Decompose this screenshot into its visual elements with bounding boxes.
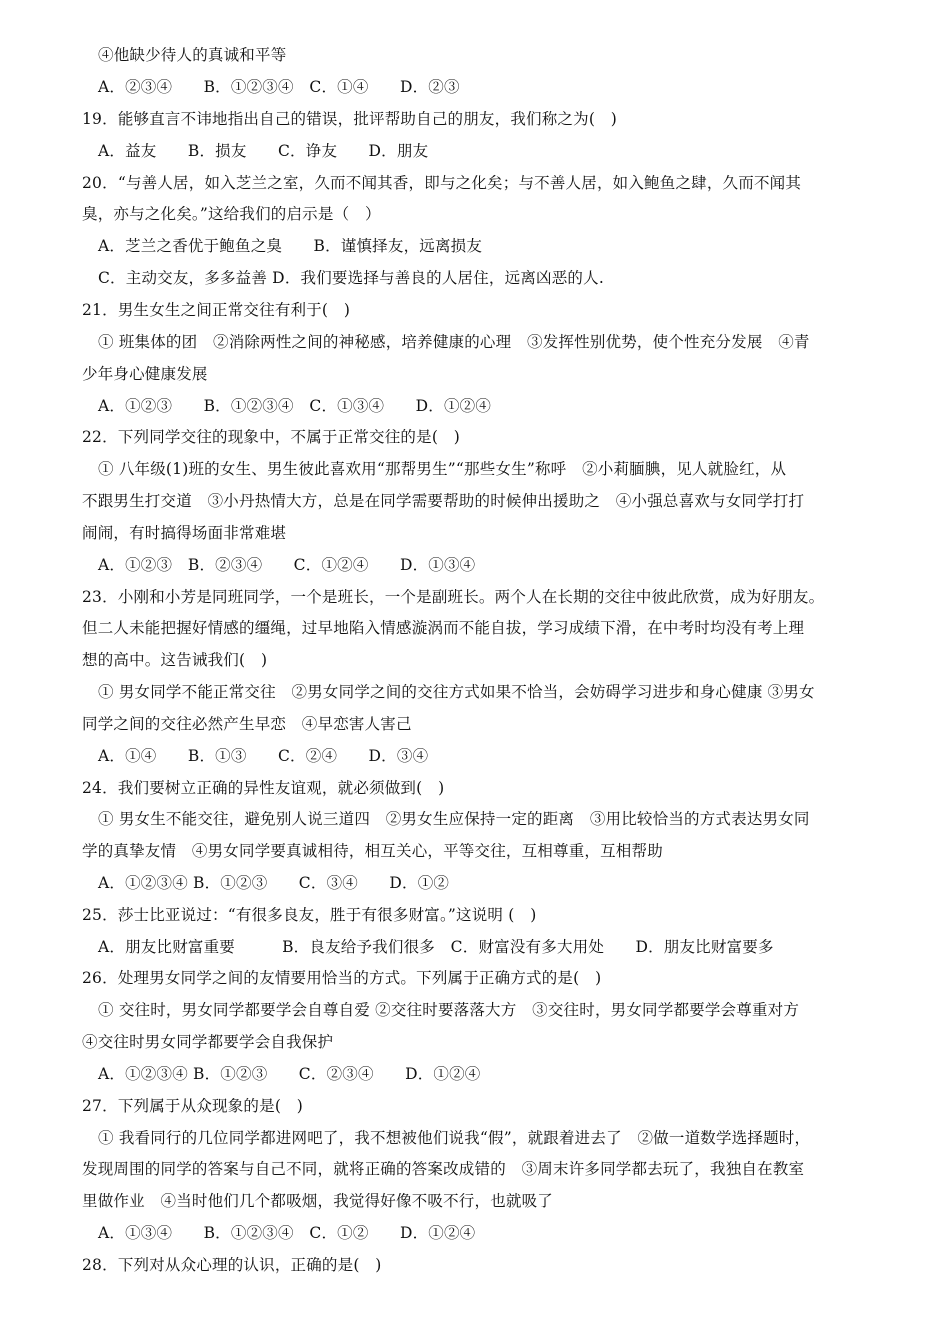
question-19: 19．能够直言不讳地指出自己的错误，批评帮助自己的朋友，我们称之为( ) — [82, 110, 618, 128]
answer-choices: A．朋友比财富重要 B．良友给予我们很多 C．财富没有多大用处 D．朋友比财富要多 — [98, 938, 774, 956]
question-22-items: ① 八年级(1)班的女生、男生彼此喜欢用“那帮男生”“那些女生”称呼 ②小莉腼腆，见人就脸红，从 — [98, 460, 787, 478]
question-26-items-cont: ④交往时男女同学都要学会自我保护 — [82, 1033, 334, 1051]
answer-choices: A．①②③ B．②③④ C．①②④ D．①③④ — [98, 556, 476, 574]
question-23-items: ① 男女同学不能正常交往 ②男女同学之间的交往方式如果不恰当，会妨碍学习进步和身心健康 ③男女 — [98, 683, 815, 701]
question-22-items-cont: 闹闹，有时搞得场面非常难堪 — [82, 524, 287, 542]
question-23-cont: 想的高中。这告诫我们( ) — [82, 651, 268, 669]
answer-choices: A．①②③ B．①②③④ C．①③④ D．①②④ — [98, 397, 492, 415]
question-22: 22．下列同学交往的现象中，不属于正常交往的是( ) — [82, 428, 461, 446]
question-21-items-cont: 少年身心健康发展 — [82, 365, 208, 383]
option-line: ④他缺少待人的真诚和平等 — [98, 46, 287, 64]
question-20: 20．“与善人居，如入芝兰之室，久而不闻其香，即与之化矣；与不善人居，如入鲍鱼之肆，久而不闻其 — [82, 174, 802, 192]
answer-choices: A．①②③④ B．①②③ C．③④ D．①② — [98, 874, 450, 892]
question-20-cont: 臭，亦与之化矣。”这给我们的启示是（ ） — [82, 205, 381, 223]
question-25: 25．莎士比亚说过：“有很多良友，胜于有很多财富。”这说明 ( ) — [82, 906, 537, 924]
answer-choices: A．①②③④ B．①②③ C．②③④ D．①②④ — [98, 1065, 481, 1083]
question-27: 27．下列属于从众现象的是( ) — [82, 1097, 304, 1115]
answer-choices: A．益友 B．损友 C．诤友 D．朋友 — [98, 142, 429, 160]
answer-choices: A．②③④ B．①②③④ C．①④ D．②③ — [98, 78, 460, 96]
question-22-items-cont: 不跟男生打交道 ③小丹热情大方，总是在同学需要帮助的时候伸出援助之 ④小强总喜欢与女同学打打 — [82, 492, 805, 510]
question-27-items-cont: 里做作业 ④当时他们几个都吸烟，我觉得好像不吸不行，也就吸了 — [82, 1192, 554, 1210]
question-26-items: ① 交往时，男女同学都要学会自尊自爱 ②交往时要落落大方 ③交往时，男女同学都要学会尊重对方 — [98, 1001, 800, 1019]
question-21: 21．男生女生之间正常交往有利于( ) — [82, 301, 351, 319]
question-24-items: ① 男女生不能交往，避免别人说三道四 ②男女生应保持一定的距离 ③用比较恰当的方式表达男女同 — [98, 810, 810, 828]
question-27-items-cont: 发现周围的同学的答案与自己不同，就将正确的答案改成错的 ③周末许多同学都去玩了，我独自在教室 — [82, 1160, 805, 1178]
question-24-items-cont: 学的真挚友情 ④男女同学要真诚相待，相互关心，平等交往，互相尊重，互相帮助 — [82, 842, 663, 860]
question-24: 24．我们要树立正确的异性友谊观，就必须做到( ) — [82, 779, 445, 797]
answer-choices: A．①④ B．①③ C．②④ D．③④ — [98, 747, 429, 765]
question-23-items-cont: 同学之间的交往必然产生早恋 ④早恋害人害己 — [82, 715, 412, 733]
answer-choices: C．主动交友，多多益善 D．我们要选择与善良的人居住，远离凶恶的人. — [98, 269, 604, 287]
question-21-items: ① 班集体的团 ②消除两性之间的神秘感，培养健康的心理 ③发挥性别优势，使个性充分发展 ④青 — [98, 333, 810, 351]
question-26: 26．处理男女同学之间的友情要用恰当的方式。下列属于正确方式的是( ) — [82, 969, 602, 987]
question-23-cont: 但二人未能把握好情感的缰绳，过早地陷入情感漩涡而不能自拔，学习成绩下滑，在中考时均没有考上理 — [82, 619, 805, 637]
answer-choices: A．①③④ B．①②③④ C．①② D．①②④ — [98, 1224, 476, 1242]
question-27-items: ① 我看同行的几位同学都进网吧了，我不想被他们说我“假”，就跟着进去了 ②做一道数学选择题时， — [98, 1129, 811, 1147]
answer-choices: A．芝兰之香优于鲍鱼之臭 B．谨慎择友，远离损友 — [98, 237, 483, 255]
question-28: 28．下列对从众心理的认识，正确的是( ) — [82, 1256, 382, 1274]
question-23: 23．小刚和小芳是同班同学，一个是班长，一个是副班长。两个人在长期的交往中彼此欣赏，成为好朋友。 — [82, 588, 825, 606]
